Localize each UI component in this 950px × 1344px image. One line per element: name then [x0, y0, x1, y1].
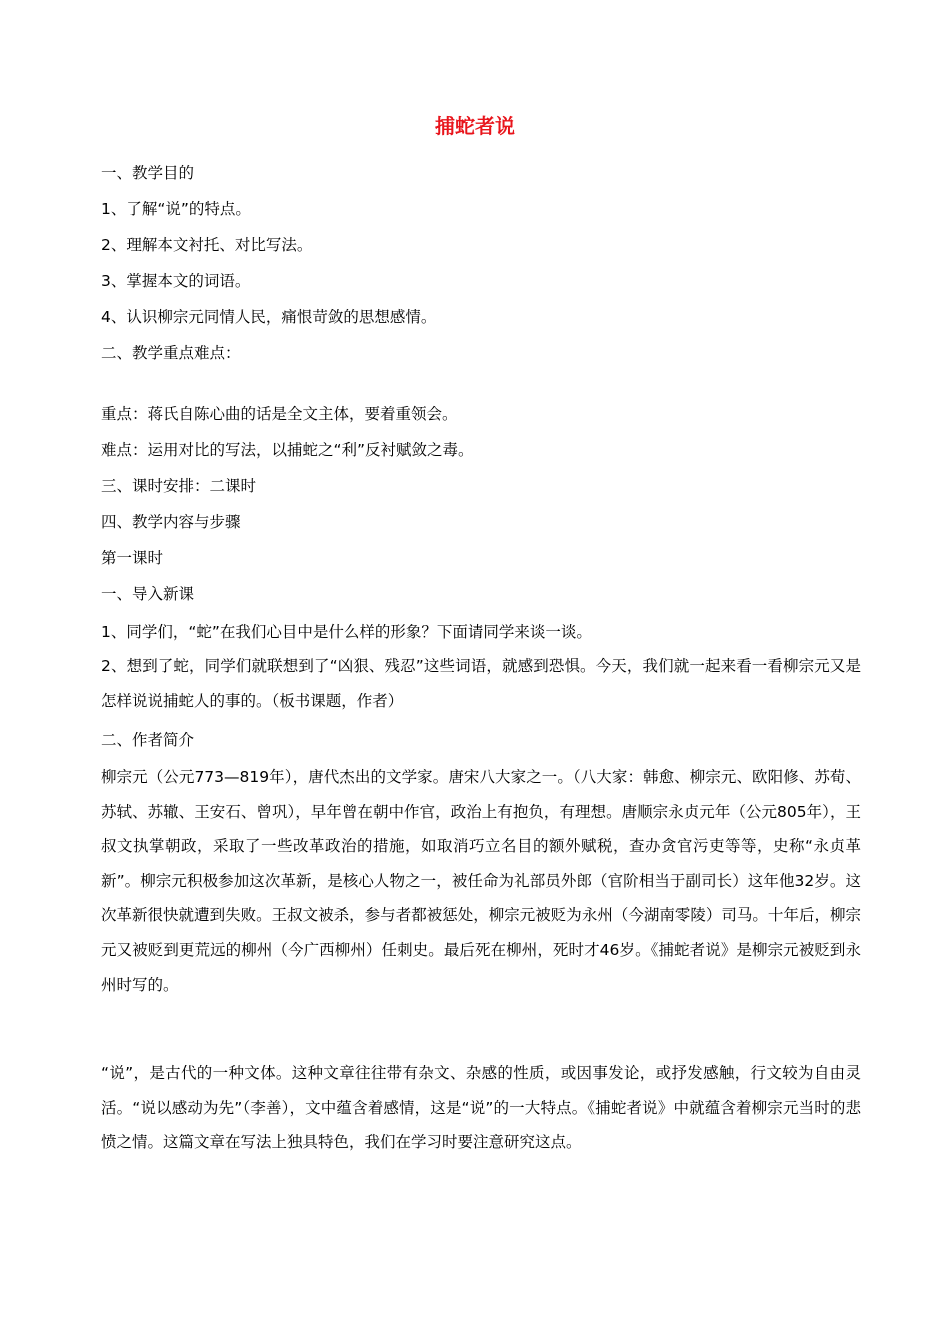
author-paragraph: 柳宗元（公元773—819年），唐代杰出的文学家。唐宋八大家之一。（八大家：韩愈、柳宗元、欧阳修、苏荀、苏轼、苏辙、王安石、曾巩），早年曾在朝中作官，政治上有抱负，有理想。唐顺宗永贞元年（公元805年），王叔文执掌朝政，采取了一些改革政治的措施，如取消巧立名目的额外赋税，查办贪官污吏等等，史称“永贞革新”。柳宗元积极参加这次革新，是核心人物之一，被任命为礼部员外郎（官阶相当于副司长）这年他32岁。这次革新很快就遭到失败。王叔文被杀，参与者都被惩处，柳宗元被贬为永州（今湖南零陵）司马。十年后，柳宗元又被贬到更荒远的柳州（今广西柳州）任刺史。最后死在柳州，死时才46岁。《捕蛇者说》是柳宗元被贬到永州时写的。	[101, 768, 861, 994]
intro-paragraph: 2、想到了蛇，同学们就联想到了“凶狠、残忍”这些词语，就感到恐惧。今天，我们就一起来看一看柳宗元又是怎样说说捕蛇人的事的。（板书课题，作者）	[101, 657, 861, 710]
lesson-heading-first: 第一课时	[101, 549, 164, 567]
goal-item-2: 2、理解本文衬托、对比写法。	[101, 236, 313, 254]
subheading-intro: 一、导入新课	[101, 585, 195, 603]
intro-item-1: 1、同学们，“蛇”在我们心目中是什么样的形象？下面请同学来谈一谈。	[101, 623, 592, 641]
section-heading-key-points: 二、教学重点难点：	[101, 344, 241, 362]
goal-item-3: 3、掌握本文的词语。	[101, 272, 251, 290]
section-heading-schedule: 三、课时安排：二课时	[101, 477, 257, 495]
document-title: 捕蛇者说	[435, 114, 515, 138]
difficult-point-text: 难点：运用对比的写法，以捕蛇之“利”反衬赋敛之毒。	[101, 441, 474, 459]
subheading-author: 二、作者简介	[101, 731, 195, 749]
genre-paragraph: “说”，是古代的一种文体。这种文章往往带有杂文、杂感的性质，或因事发论，或抒发感触，行文较为自由灵活。“说以感动为先”（李善），文中蕴含着感情，这是“说”的一大特点。《捕蛇者说》中就蕴含着柳宗元当时的悲愤之情。这篇文章在写法上独具特色，我们在学习时要注意研究这点。	[101, 1064, 861, 1152]
key-point-text: 重点：蒋氏自陈心曲的话是全文主体，要着重领会。	[101, 405, 458, 423]
section-heading-goals: 一、教学目的	[101, 164, 195, 182]
section-heading-content: 四、教学内容与步骤	[101, 513, 241, 531]
goal-item-1: 1、了解“说”的特点。	[101, 200, 251, 218]
goal-item-4: 4、认识柳宗元同情人民，痛恨苛敛的思想感情。	[101, 308, 437, 326]
